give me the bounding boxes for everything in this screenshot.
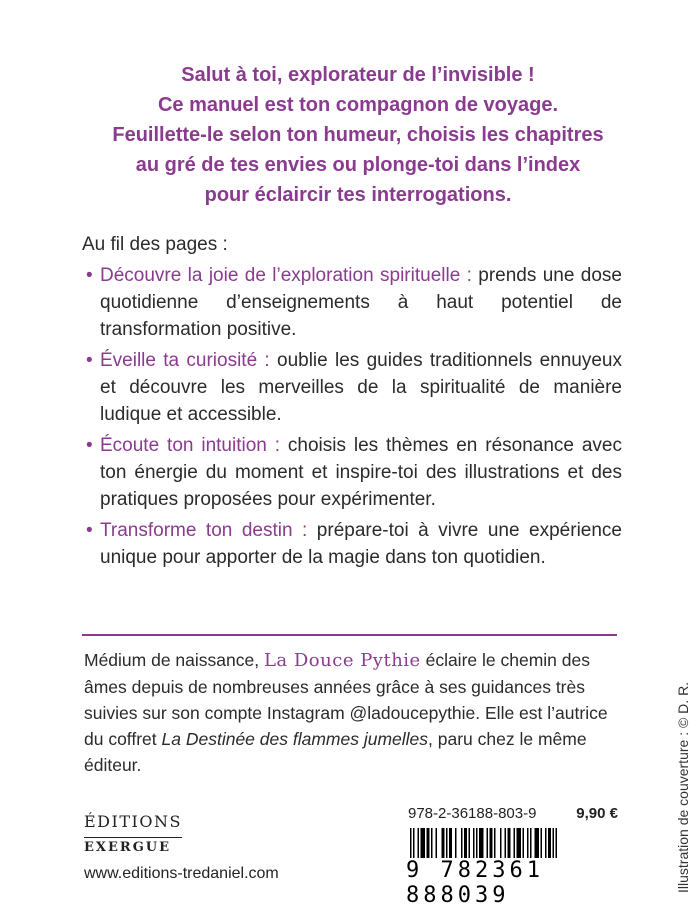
section-divider <box>82 634 617 636</box>
isbn-price-row <box>408 805 618 822</box>
bio-suffix: , paru chez le même éditeur. <box>84 729 587 775</box>
bullet-text: choisis les thèmes en résonance avec ton énergie du moment et inspire-toi des illustrations et des pratiques proposées pour expérimenter. <box>100 435 622 510</box>
intro-line: Feuillette-le selon ton humeur, choisis les chapitres <box>112 124 604 146</box>
bullet-text: oublie les guides traditionnels ennuyeux et découvre les merveilles de la spiritualité de manière ludique et accessible. <box>100 350 622 425</box>
section-subtitle: Au fil des pages : <box>82 234 228 255</box>
bio-middle: éclaire le chemin des âmes depuis de nombreuses années grâce à ses guidances très suivies sur son compte Instagram @ladoucepythie. Elle est l’autrice du coffret <box>84 650 608 749</box>
bullet-text: prépare-toi à vivre une expérience unique pour apporter de la magie dans ton quotidien. <box>100 520 622 568</box>
bullet-head: Découvre la joie de l’exploration spirituelle : <box>100 265 472 286</box>
bullet-head: Éveille ta curiosité : <box>100 350 270 371</box>
bullet-text: prends une dose quotidienne d’enseignements à haut potentiel de transformation positive. <box>100 265 622 340</box>
isbn: 978-2-36188-803-9 <box>408 805 537 822</box>
bullet-item <box>86 517 622 571</box>
cover-credit-text: Illustration de couverture : © D. R. <box>675 681 691 893</box>
bullet-head: Transforme ton destin : <box>100 520 308 541</box>
intro-line: au gré de tes envies ou plonge-toi dans l’index <box>135 154 581 176</box>
bullet-dot-icon: • <box>86 435 93 456</box>
cover-credit <box>673 655 693 895</box>
bullet-dot-icon: • <box>86 350 93 371</box>
author-name: La Douce Pythie <box>263 650 421 671</box>
bullet-dot-icon: • <box>86 265 93 286</box>
bullet-item <box>86 262 622 343</box>
bio-prefix: Médium de naissance, <box>84 650 264 670</box>
book-title: La Destinée des flammes jumelles <box>161 729 429 749</box>
bullet-list <box>86 262 622 575</box>
bullet-head: Écoute ton intuition : <box>100 435 280 456</box>
bullet-item <box>86 347 622 428</box>
bullet-item <box>86 432 622 513</box>
publisher-line1: ÉDITIONS <box>84 812 182 831</box>
intro-line: Salut à toi, explorateur de l’invisible ! <box>181 64 535 86</box>
publisher-website[interactable]: www.editions-tredaniel.com <box>84 865 279 882</box>
intro-text <box>78 60 638 210</box>
intro-line: pour éclaircir tes interrogations. <box>204 184 512 206</box>
bullet-dot-icon: • <box>86 520 93 541</box>
publisher-logo <box>84 812 182 855</box>
barcode-digits: 9 782361 888039 <box>406 858 618 908</box>
price: 9,90 € <box>576 805 618 822</box>
author-bio <box>84 647 624 778</box>
publisher-line2: EXERGUE <box>84 837 182 855</box>
intro-line: Ce manuel est ton compagnon de voyage. <box>157 94 559 116</box>
